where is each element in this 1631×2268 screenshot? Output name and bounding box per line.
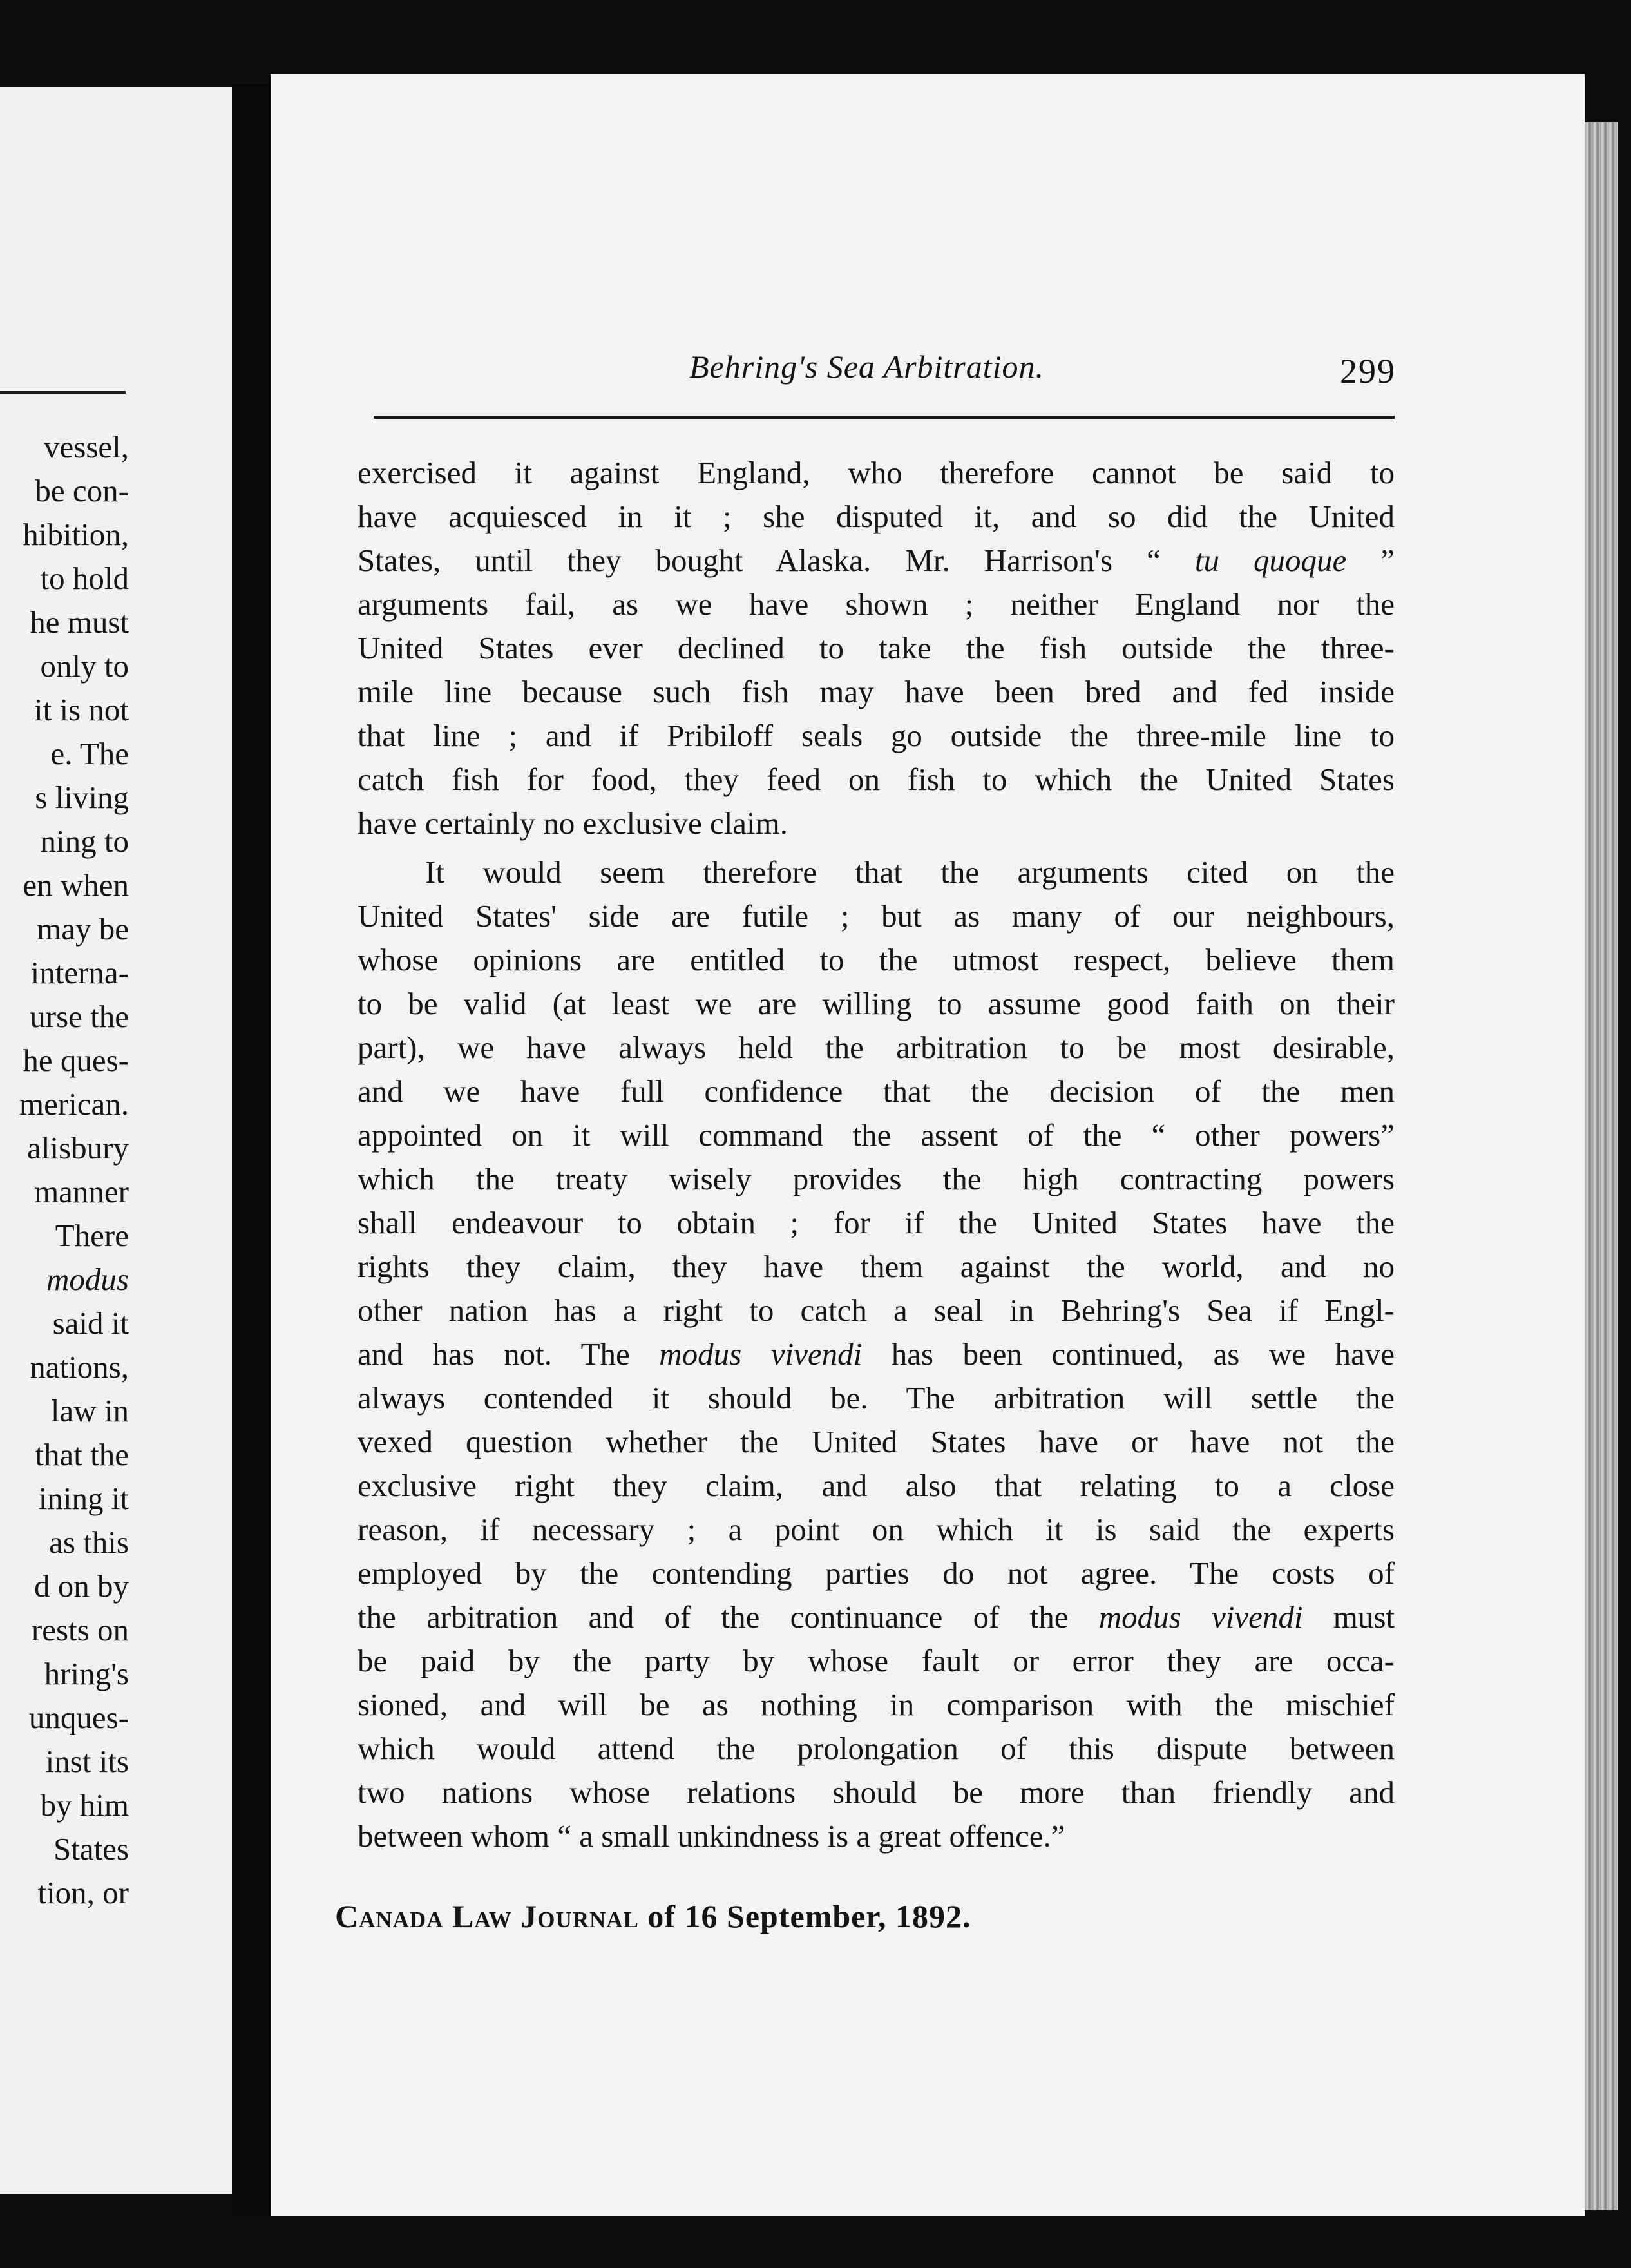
text-line: which the treaty wisely provides the high contracting powers [358, 1161, 1395, 1196]
left-fragment-line: modus [46, 1262, 129, 1297]
book-gutter [232, 84, 271, 2216]
left-fragment-line: as this [49, 1524, 129, 1560]
text-line: and has not. The modus vivendi has been continued, as we have [358, 1336, 1395, 1372]
text-line: between whom “ a small unkindness is a great offence.” [358, 1818, 1065, 1854]
left-fragment-line: nations, [30, 1349, 129, 1385]
left-fragment-line: States [53, 1831, 129, 1867]
text-line: exclusive right they claim, and also that relating to a close [358, 1468, 1395, 1503]
left-fragment-line: he ques- [23, 1043, 129, 1078]
page-edges [1585, 122, 1618, 2210]
left-fragment-line: may be [37, 911, 129, 947]
left-fragment-line: inst its [45, 1744, 129, 1779]
text-line: two nations whose relations should be more than friendly and [358, 1774, 1395, 1810]
left-fragment-line: ining it [38, 1481, 129, 1516]
left-page-text-fragments [0, 425, 129, 1915]
text-line: part), we have always held the arbitration to be most desirable, [358, 1030, 1395, 1065]
text-line: employed by the contending parties do not agree. The costs of [358, 1555, 1395, 1591]
left-fragment-line: vessel, [44, 429, 129, 465]
left-fragment-line: merican. [19, 1086, 129, 1122]
left-fragment-line: he must [30, 604, 129, 640]
text-line: reason, if necessary ; a point on which it is said the experts [358, 1512, 1395, 1547]
left-fragment-line: ning to [40, 823, 129, 859]
left-fragment-line: tion, or [37, 1875, 129, 1910]
text-line: mile line because such fish may have been bred and fed inside [358, 674, 1395, 709]
text-line: rights they claim, they have them against the world, and no [358, 1249, 1395, 1284]
left-fragment-line: manner [34, 1174, 129, 1209]
left-fragment-line: be con- [35, 473, 129, 508]
left-fragment-line: alisbury [27, 1130, 129, 1166]
text-line: catch fish for food, they feed on fish to which the United States [358, 762, 1395, 797]
left-fragment-line: interna- [30, 955, 129, 990]
text-line: have acquiesced in it ; she disputed it, and so did the United [358, 499, 1395, 534]
left-fragment-line: e. The [50, 736, 129, 771]
page-number: 299 [1340, 352, 1396, 390]
text-line: United States ever declined to take the fish outside the three- [358, 630, 1395, 666]
paragraph-1 [358, 451, 1395, 845]
left-fragment-line: it is not [33, 692, 129, 727]
left-fragment-line: There [55, 1218, 129, 1253]
source-journal: Canada Law Journal [335, 1898, 639, 1934]
left-fragment-line: s living [35, 780, 129, 815]
header-rule [374, 416, 1395, 419]
text-line: to be valid (at least we are willing to assume good faith on their [358, 986, 1395, 1021]
left-fragment-line: said it [52, 1305, 129, 1341]
text-line: and we have full confidence that the decision of the men [358, 1073, 1395, 1109]
left-fragment-line: urse the [30, 999, 129, 1034]
left-fragment-line: en when [23, 867, 129, 903]
left-fragment-line: law in [50, 1393, 129, 1428]
text-line: have certainly no exclusive claim. [358, 805, 788, 841]
left-fragment-line: d on by [34, 1568, 129, 1604]
left-fragment-line: hring's [44, 1656, 129, 1691]
source-date: of 16 September, 1892. [647, 1898, 971, 1934]
left-fragment-line: only to [40, 648, 129, 684]
left-fragment-line: that the [35, 1437, 129, 1472]
text-line: vexed question whether the United States have or have not the [358, 1424, 1395, 1459]
facing-page-left [0, 87, 232, 2194]
text-line: appointed on it will command the assent of the “ other powers” [358, 1117, 1395, 1153]
left-fragment-line: by him [40, 1787, 129, 1823]
paragraph-2 [358, 850, 1395, 1858]
text-line: United States' side are futile ; but as many of our neighbours, [358, 898, 1395, 934]
text-line: that line ; and if Pribiloff seals go outside the three-mile line to [358, 718, 1395, 753]
text-line: which would attend the prolongation of this dispute between [358, 1731, 1395, 1766]
text-line: whose opinions are entitled to the utmost respect, believe them [358, 942, 1395, 977]
left-page-rule [0, 391, 126, 394]
left-fragment-line: rests on [31, 1612, 129, 1648]
text-line: shall endeavour to obtain ; for if the United States have the [358, 1205, 1395, 1240]
article-body [358, 451, 1395, 1858]
source-citation [335, 1898, 971, 1935]
left-fragment-line: unques- [28, 1700, 129, 1735]
left-fragment-line: to hold [40, 561, 129, 596]
text-line: sioned, and will be as nothing in comparison with the mischief [358, 1687, 1395, 1722]
text-line: the arbitration and of the continuance of the modus vivendi must [358, 1599, 1395, 1635]
text-line: States, until they bought Alaska. Mr. Harrison's “ tu quoque ” [358, 543, 1395, 578]
text-line: be paid by the party by whose fault or error they are occa- [358, 1643, 1395, 1678]
text-line: always contended it should be. The arbitration will settle the [358, 1380, 1395, 1416]
text-line: arguments fail, as we have shown ; neither England nor the [358, 586, 1395, 622]
text-line: other nation has a right to catch a seal in Behring's Sea if Engl- [358, 1293, 1395, 1328]
running-title: Behring's Sea Arbitration. [689, 349, 1045, 385]
left-fragment-line: hibition, [23, 517, 129, 552]
text-line: It would seem therefore that the arguments cited on the [425, 854, 1395, 890]
text-line: exercised it against England, who therefore cannot be said to [358, 455, 1395, 490]
